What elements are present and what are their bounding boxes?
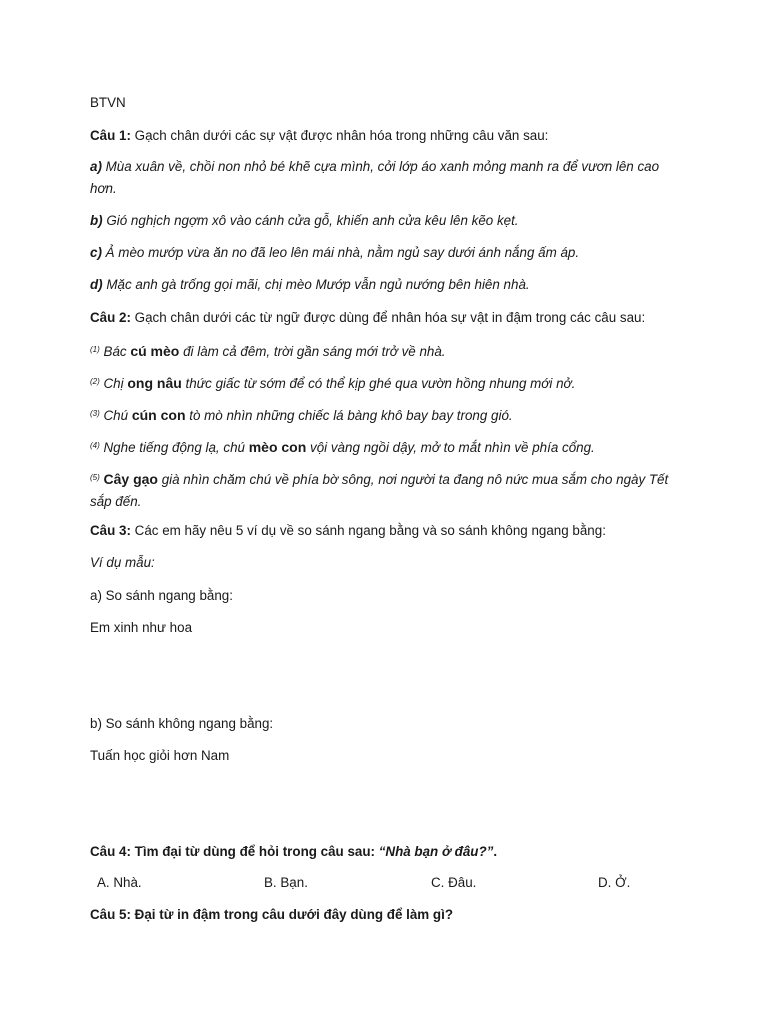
- q5-heading: [90, 904, 688, 926]
- q1-item-key: c): [90, 245, 102, 260]
- q1-item-text: Gió nghịch ngợm xô vào cánh cửa gỗ, khiến anh cửa kêu lên kẽo kẹt.: [106, 213, 519, 228]
- q2-item-post: đi làm cả đêm, trời gần sáng mới trở về nhà.: [183, 344, 446, 359]
- q1-item-text: Mặc anh gà trống gọi mãi, chị mèo Mướp vẫn ngủ nướng bên hiên nhà.: [106, 277, 530, 292]
- q4-heading: [90, 841, 688, 863]
- q2-item-post: già nhìn chăm chú về phía bờ sông, nơi người ta đang nô nức mua sắm cho ngày Tết sắp đến.: [90, 472, 669, 509]
- q3-prompt: Các em hãy nêu 5 ví dụ về so sánh ngang bằng và so sánh không ngang bằng:: [134, 523, 606, 538]
- q1-heading: [90, 125, 688, 147]
- q4-prompt: Tìm đại từ dùng để hỏi trong câu sau:: [134, 844, 375, 859]
- q1-prompt: Gạch chân dưới các sự vật được nhân hóa trong những câu văn sau:: [134, 128, 549, 143]
- q2-item-post: vội vàng ngồi dậy, mở to mắt nhìn về phía cổng.: [310, 440, 595, 455]
- q2-item-3: [90, 403, 688, 427]
- q3-example-label: Ví dụ mẫu:: [90, 555, 155, 570]
- q3-b-label: b) So sánh không ngang bằng:: [90, 716, 274, 731]
- q4-option-b: B. Bạn.: [264, 875, 308, 890]
- q2-item-post: thức giấc từ sớm để có thể kịp ghé qua vườn hồng nhung mới nở.: [185, 376, 576, 391]
- q2-item-pre: Nghe tiếng động lạ, chú: [103, 440, 245, 455]
- q1-item-text: Ả mèo mướp vừa ăn no đã leo lên mái nhà, nằm ngủ say dưới ánh nắng ấm áp.: [105, 245, 580, 260]
- q2-item-bold: cún con: [131, 407, 186, 423]
- q2-item-bold: cú mèo: [130, 343, 180, 359]
- q5-label: Câu 5:: [90, 907, 131, 922]
- q4-label: Câu 4:: [90, 844, 131, 859]
- q2-heading: [90, 307, 688, 329]
- q1-item-text: Mùa xuân về, chồi non nhỏ bé khẽ cựa mình, cởi lớp áo xanh mỏng manh ra để vươn lên cao hơn.: [90, 159, 660, 196]
- q2-item-pre: Bác: [103, 344, 127, 359]
- q1-item-key: a): [90, 159, 102, 174]
- q2-item-bold: ong nâu: [127, 375, 182, 391]
- q2-item-pre: Chị: [103, 376, 124, 391]
- q1-item-d: [90, 274, 688, 296]
- doc-title: BTVN: [90, 95, 126, 110]
- q5-prompt: Đại từ in đậm trong câu dưới đây dùng để làm gì?: [134, 907, 453, 922]
- q2-item-number: (1): [90, 345, 100, 354]
- q3-b-example: Tuấn học giỏi hơn Nam: [90, 748, 230, 763]
- q2-item-number: (5): [90, 473, 100, 482]
- q2-item-bold: Cây gạo: [103, 471, 158, 487]
- q2-prompt: Gạch chân dưới các từ ngữ được dùng để nhân hóa sự vật in đậm trong các câu sau:: [134, 310, 646, 325]
- q2-item-4: [90, 435, 688, 459]
- q2-item-number: (4): [90, 441, 100, 450]
- q2-item-2: [90, 371, 688, 395]
- q4-option-a: A. Nhà.: [97, 875, 142, 890]
- q2-item-5: [90, 467, 688, 513]
- q1-item-key: d): [90, 277, 103, 292]
- q2-label: Câu 2:: [90, 310, 131, 325]
- q1-label: Câu 1:: [90, 128, 131, 143]
- q3-heading: [90, 520, 688, 542]
- q2-item-post: tò mò nhìn những chiếc lá bàng khô bay bay trong gió.: [189, 408, 513, 423]
- q2-item-bold: mèo con: [248, 439, 307, 455]
- q3-label: Câu 3:: [90, 523, 131, 538]
- q2-item-number: (2): [90, 377, 100, 386]
- q2-item-number: (3): [90, 409, 100, 418]
- q4-quote: “Nhà bạn ở đâu?”: [378, 844, 494, 859]
- q4-option-c: C. Đâu.: [431, 875, 477, 890]
- q1-item-a: [90, 156, 688, 200]
- q4-option-d: D. Ở.: [598, 875, 631, 890]
- q3-a-label: a) So sánh ngang bằng:: [90, 588, 233, 603]
- q1-item-key: b): [90, 213, 103, 228]
- q2-item-pre: Chú: [103, 408, 129, 423]
- q2-item-1: [90, 339, 688, 363]
- q4-end: .: [493, 844, 498, 859]
- q1-item-b: [90, 210, 688, 232]
- q1-item-c: [90, 242, 688, 264]
- q3-a-example: Em xinh như hoa: [90, 620, 193, 635]
